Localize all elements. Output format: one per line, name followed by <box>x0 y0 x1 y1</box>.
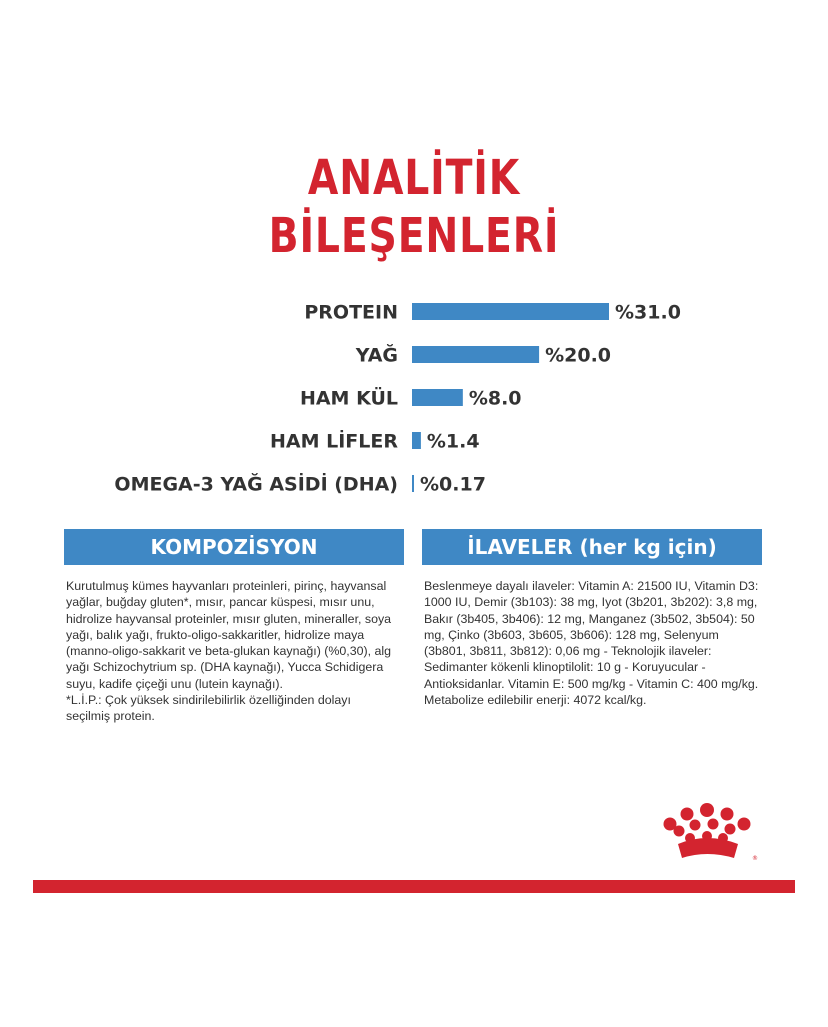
category-label: OMEGA-3 YAĞ ASİDİ (DHA) <box>114 473 398 496</box>
additives-text: Beslenmeye dayalı ilaveler: Vitamin A: 21500 IU, Vitamin D3: 1000 IU, Demir (3b103): 38 mg, Iyot (3b201, 3b202): 3,8 mg, Bakır (3b405, 3b406): 12 mg, Manganez (3b502, 3b504): 50 mg, Çinko (3b603, 3b605, 3b606): 128 mg, Selenyum (3b801, 3b811, 3b812): 0,06 mg - Teknolojik ilaveler: Sedimanter kökenli klinoptilolit: 10 g - Koruyucular - Antioksidanlar. Vitamin E: 500 mg/kg - Vitamin C: 400 mg/kg. Metabolize edilebilir enerji: 4072 kcal/kg. <box>424 579 759 708</box>
svg-text:®: ® <box>752 855 758 862</box>
category-label: HAM KÜL <box>299 387 398 410</box>
category-label: HAM LİFLER <box>270 430 398 453</box>
royal-crown-icon <box>656 802 766 864</box>
value-label: %0.17 <box>420 473 486 496</box>
bar <box>412 389 463 406</box>
value-label: %8.0 <box>468 387 522 410</box>
title-line-2: BİLEŞENLERİ <box>268 208 560 264</box>
value-label: %31.0 <box>615 301 681 324</box>
additives-header: İLAVELER (her kg için) <box>422 529 762 565</box>
category-label: PROTEIN <box>304 301 398 324</box>
bar <box>412 432 421 449</box>
composition-header: KOMPOZİSYON <box>64 529 404 565</box>
title-line-1: ANALİTİK <box>307 150 521 206</box>
bar-chart <box>0 290 828 510</box>
value-label: %1.4 <box>426 430 480 453</box>
bar <box>412 346 539 363</box>
composition-text: Kurutulmuş kümes hayvanları proteinleri, pirinç, hayvansal yağlar, buğday gluten*, mısır, pancar küspesi, mısır unu, hidrolize hayvansal proteinler, mısır gluten, mineraller, soya yağı, balık yağı, frukto-oligo-sakkaritler, hidrolize maya (manno-oligo-sakkarit ve beta-glukan kaynağı) (%0,30), alg yağı Schizochytrium sp. (DHA kaynağı), Yucca Schidigera suyu, kadife çiçeği unu (lutein kaynağı). *L.İ.P.: Çok yüksek sindirilebilirlik özelliğinden dolayı seçilmiş protein. <box>66 579 392 724</box>
value-label: %20.0 <box>545 344 612 367</box>
bar <box>412 475 414 492</box>
footer-red-bar <box>33 880 795 893</box>
category-label: YAĞ <box>355 344 398 367</box>
bar <box>412 303 609 320</box>
